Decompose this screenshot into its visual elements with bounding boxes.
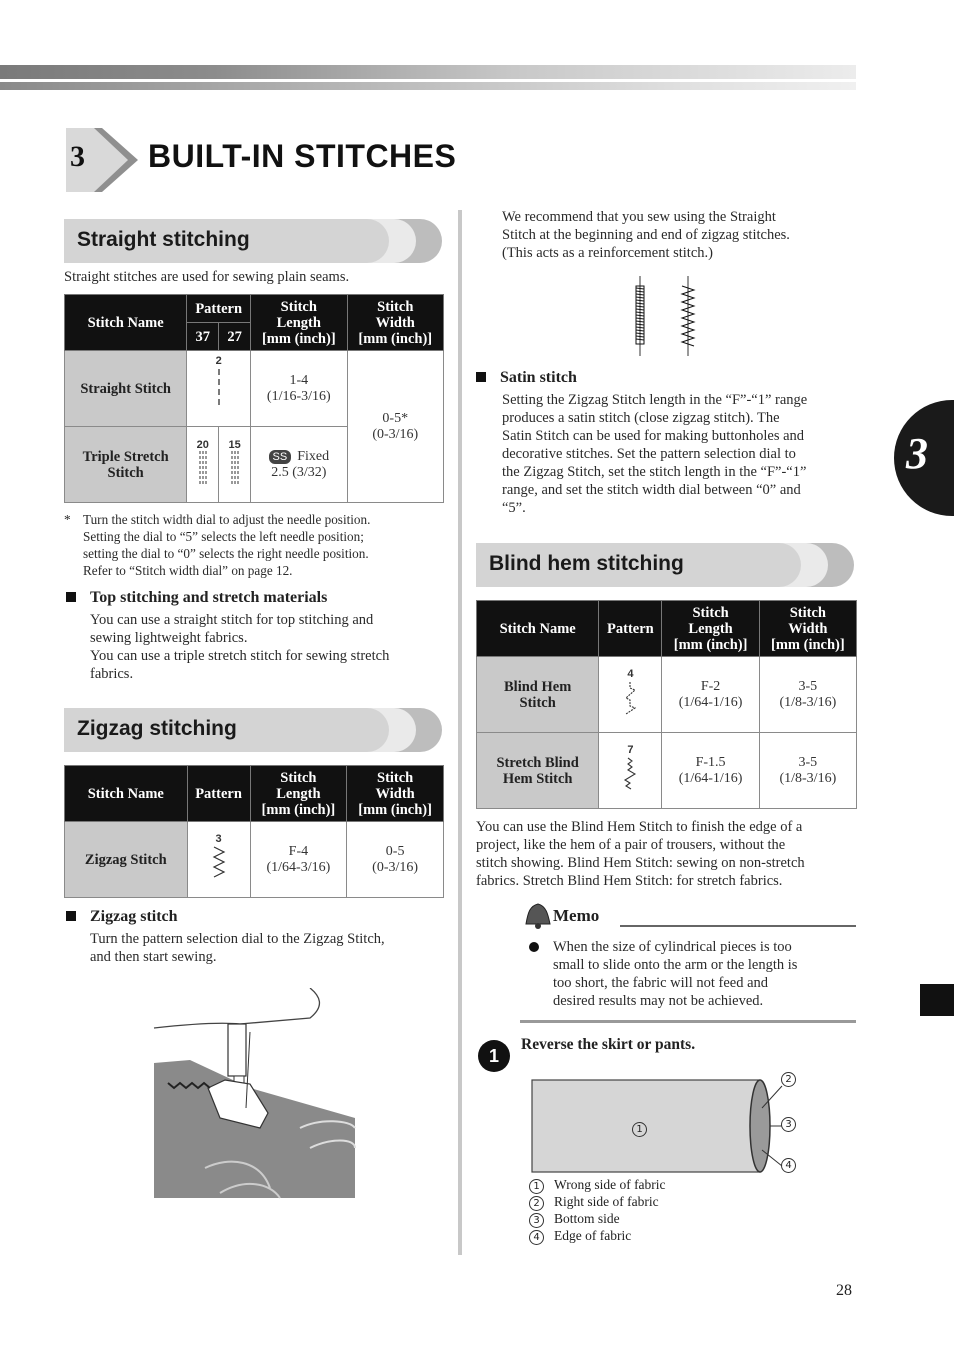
th-pattern: Pattern — [187, 766, 250, 822]
satin-heading: Satin stitch — [476, 369, 577, 387]
step-1-badge: 1 — [478, 1040, 510, 1072]
blind-hem-text: You can use the Blind Hem Stitch to finish the edge of a project, like the hem of a pair of trousers, without the stitch showing. Blind Hem Stitch: sewing on non-stretch fabrics. Stretch Blind Hem Stitch: for stretch fabrics. — [476, 819, 805, 889]
memo-text: When the size of cylindrical pieces is too small to slide onto the arm or the length is too short, the fabric will not feed and desired results may not be achieved. — [553, 939, 798, 1009]
fabric-cylinder-diagram — [530, 1068, 802, 1178]
blind-hem-icon — [621, 680, 639, 716]
th-stitch-name: Stitch Name — [65, 295, 187, 351]
width-cell: 0-5 (0-3/16) — [347, 822, 444, 898]
blind-stitch-table — [476, 600, 857, 809]
header-bar-top — [0, 65, 856, 79]
th-stitch-name: Stitch Name — [65, 766, 188, 822]
top-stitching-text: You can use a straight stitch for top stitching and sewing lightweight fabrics. You can use a triple stretch stitch for sewing stretch fabrics. — [90, 612, 390, 682]
memo-title: Memo — [553, 906, 600, 925]
callout-4: 4 — [781, 1158, 796, 1173]
width-cell: 0-5* (0-3/16) — [347, 351, 443, 503]
th-pattern-27: 27 — [219, 323, 251, 351]
length-cell: F-2 (1/64-1/16) — [662, 657, 759, 733]
zigzag-stitch-heading: Zigzag stitch — [66, 908, 178, 926]
row-name: Triple Stretch Stitch — [65, 427, 187, 503]
edge-marker — [920, 984, 954, 1016]
triple-stretch-icon — [229, 451, 241, 485]
th-pattern: Pattern — [187, 295, 251, 323]
th-stitch-length: Stitch Length [mm (inch)] — [251, 295, 347, 351]
sewing-machine-illustration — [150, 988, 358, 1200]
length-cell: SS Fixed 2.5 (3/32) — [251, 427, 347, 503]
th-pattern-37: 37 — [187, 323, 219, 351]
pattern-cell: 7 — [599, 733, 662, 809]
blind-section-header — [476, 543, 854, 587]
zigzag-stitch-icon — [211, 845, 227, 881]
callout-2: 2 — [781, 1072, 796, 1087]
note-asterisk: * — [64, 512, 71, 527]
straight-section-header — [64, 219, 442, 263]
width-cell: 3-5 (1/8-3/16) — [759, 657, 856, 733]
legend-item: 2 Right side of fabric — [529, 1194, 666, 1211]
pattern-cell: 3 — [187, 822, 250, 898]
th-stitch-name: Stitch Name — [477, 601, 599, 657]
length-cell: 1-4 (1/16-3/16) — [251, 351, 347, 427]
stretch-blind-hem-icon — [621, 756, 639, 792]
length-cell: F-1.5 (1/64-1/16) — [662, 733, 759, 809]
row-name: Zigzag Stitch — [65, 822, 188, 898]
straight-heading: Straight stitching — [77, 228, 250, 251]
diagram-legend — [529, 1177, 666, 1245]
table-row — [65, 351, 444, 427]
satin-stitch-sample-icon — [628, 276, 700, 358]
page-number: 28 — [836, 1282, 852, 1299]
satin-text: Setting the Zigzag Stitch length in the “F”-“1” range produces a satin stitch (close zigzag stitch). The Satin Stitch can be used for making buttonholes and decorative stitches. Set the pattern selection dial to the Zigzag Stitch, set the stitch length in the “F”-“1” range, and set the stitch width dial between “0” and “5”. — [502, 392, 808, 516]
top-stitching-heading: Top stitching and stretch materials — [66, 589, 327, 607]
zigzag-section-header — [64, 708, 442, 752]
memo-bullet — [529, 942, 539, 952]
legend-item: 3 Bottom side — [529, 1211, 666, 1228]
memo-bell-icon — [520, 900, 552, 930]
row-name: Blind Hem Stitch — [477, 657, 599, 733]
legend-item: 4 Edge of fabric — [529, 1228, 666, 1245]
straight-stitch-icon — [214, 367, 224, 407]
callout-1: 1 — [632, 1122, 647, 1137]
chapter-side-tab — [894, 400, 954, 516]
pattern-cell: 2 — [187, 351, 251, 427]
ss-badge: SS — [269, 450, 292, 464]
pattern-cell: 20 — [187, 427, 219, 503]
step-1-text: Reverse the skirt or pants. — [521, 1036, 696, 1053]
legend-item: 1 Wrong side of fabric — [529, 1177, 666, 1194]
pattern-cell: 15 — [219, 427, 251, 503]
chapter-number: 3 — [70, 140, 85, 173]
th-stitch-length: Stitch Length [mm (inch)] — [250, 766, 347, 822]
straight-intro: Straight stitches are used for sewing plain seams. — [64, 269, 350, 285]
chapter-title: BUILT-IN STITCHES — [148, 138, 457, 174]
reinforcement-text: We recommend that you sew using the Straight Stitch at the beginning and end of zigzag stitches. (This acts as a reinforcement stitch.) — [502, 209, 790, 261]
header-bar-bottom — [0, 82, 856, 90]
blind-heading: Blind hem stitching — [489, 552, 684, 575]
table-row — [477, 657, 857, 733]
zigzag-stitch-text: Turn the pattern selection dial to the Zigzag Stitch, and then start sewing. — [90, 931, 385, 965]
memo-rule — [620, 925, 856, 927]
zigzag-stitch-table — [64, 765, 444, 898]
side-tab-number: 3 — [906, 429, 928, 478]
table-row — [477, 733, 857, 809]
row-name: Stretch Blind Hem Stitch — [477, 733, 599, 809]
th-stitch-width: Stitch Width [mm (inch)] — [759, 601, 856, 657]
pattern-cell: 4 — [599, 657, 662, 733]
th-stitch-width: Stitch Width [mm (inch)] — [347, 766, 444, 822]
table-row — [65, 822, 444, 898]
memo-bottom-rule — [520, 1020, 856, 1023]
width-cell: 3-5 (1/8-3/16) — [759, 733, 856, 809]
length-cell: F-4 (1/64-3/16) — [250, 822, 347, 898]
row-name: Straight Stitch — [65, 351, 187, 427]
column-divider — [458, 210, 462, 1255]
straight-note: Turn the stitch width dial to adjust the needle position. Setting the dial to “5” selects the left needle position; setting the dial to “0” selects the right needle position. Refer to “Stitch width dial” on page 12. — [83, 512, 371, 578]
zigzag-heading: Zigzag stitching — [77, 717, 237, 740]
callout-3: 3 — [781, 1117, 796, 1132]
th-stitch-length: Stitch Length [mm (inch)] — [662, 601, 759, 657]
th-pattern: Pattern — [599, 601, 662, 657]
straight-stitch-table — [64, 294, 444, 503]
th-stitch-width: Stitch Width [mm (inch)] — [347, 295, 443, 351]
triple-stretch-icon — [197, 451, 209, 485]
